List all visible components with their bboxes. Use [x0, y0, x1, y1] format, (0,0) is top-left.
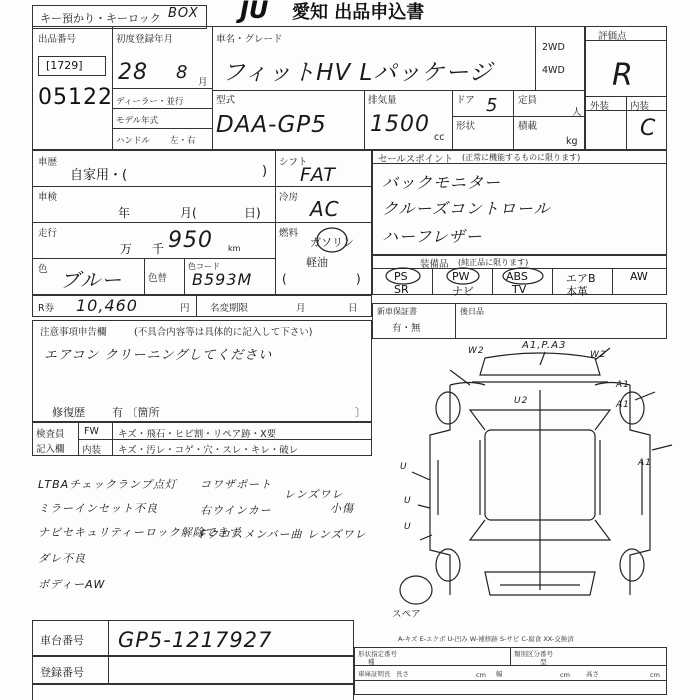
model-value: DAA-GP5	[216, 112, 327, 138]
sales-point-item: クルーズコントロール	[382, 199, 551, 218]
fuel-gas: ガソリン	[310, 236, 354, 249]
remark: 右ウインカー	[200, 504, 272, 517]
color-label: 色	[38, 264, 48, 275]
mileage-label: 走行	[38, 228, 58, 239]
capacity-label: 定員	[518, 95, 538, 106]
name-grade-value: フィットHV Lパッケージ	[222, 60, 493, 86]
spare-label: スペア	[392, 609, 421, 620]
first-reg-year: 28	[118, 60, 148, 85]
recycle-value: 10,460	[76, 296, 138, 315]
warranty-label: 新車保証書	[377, 307, 417, 316]
remark: ナビセキュリティーロック解除できず	[38, 526, 241, 539]
listing-number: 05122	[38, 85, 113, 110]
auction-sheet: キー預かり・キーロック BOX JU 愛知 出品申込書 出品番号 [1729] 05122 初度登録年月 28 8 月 ディーラー・並行 モデル年式 ハンドル 左・右 車名・グレード フィットHV Lパッケージ 2WD 4WD 型式 DAA-GP5 排気量 1500 cc ドア 5 定員 人 形状 積載 kg 評価点 R 外装 内装 C 車歴 自家用・( ) 車検 年 月( 日) 走行 万 千 950 km 色 ブルー 色替 色コード B593M シフト FAT 冷房 AC 燃料 ガソリン 軽油 ( ) セールスポイント (正常に機能するものに限ります) バックモニター クルーズコントロール ハーフレザー 装備品 (純正品に限ります) PS PW ABS エアB AW SR ナビ TV 本革 R券 10,460 円 名変期限 月 日 新車保証書 有・無 後日品 注意事項申告欄 (不具合内容等は具体的に記入して下さい) エアコン クリーニングしてください 修復歴 有 〔箇所 〕 検査員 記入欄 FW キズ・飛石・ヒビ割・リペア跡・X要 内装 キズ・汚レ・コゲ・穴・スレ・キレ・破レ LTBAチェックランプ点灯 ミラーインセット不良 ナビセキュリティーロック解除できず ダレ不良 ボディーAW コワザポート 右ウインカー レンズワレ Fクロスメンバー曲 レンズワレ 小傷 A1,P.A3 W2 U2 W2 A1 A1 U U U A1 スペア A-キズ E-エクボ U-凹み W-補修跡 S-サビ C-腐食 XX-交換済 車台番号 GP5-1217927 登録番号 形状指定番号 種 類別区分番号 型 車庫証明長 長さ cm 幅 cm 高さ cm	[0, 0, 700, 700]
ext-label: 外装	[590, 101, 610, 112]
fuel-label: 燃料	[279, 228, 299, 239]
history-label: 車歴	[38, 157, 58, 168]
height-label: 高さ	[586, 670, 599, 678]
length-label: 長さ	[396, 670, 409, 678]
remark: ミラーインセット不良	[38, 502, 158, 515]
history-value: 自家用・(	[70, 168, 128, 183]
recycle-label: R券	[38, 303, 55, 314]
reg-no-label: 登録番号	[40, 666, 84, 679]
chassis-label: 車台番号	[40, 634, 84, 647]
width-unit: cm	[560, 671, 570, 679]
registration-month: 月	[296, 303, 306, 314]
inspection-month: 月(	[180, 206, 197, 220]
chassis-value: GP5-1217927	[118, 628, 273, 652]
interior-label: 内装	[82, 445, 102, 456]
remark: ボディーAW	[38, 578, 106, 591]
diagram-mark: U	[404, 496, 412, 506]
fw-label: FW	[84, 426, 99, 437]
dealer-label: ディーラー・並行	[116, 97, 184, 107]
length-unit: cm	[476, 671, 486, 679]
checker-entry-label: 記入欄	[36, 444, 65, 455]
notes-handwritten: エアコン クリーニングしてください	[44, 348, 273, 363]
car-diagram	[390, 340, 690, 620]
doors-label: ドア	[456, 95, 475, 106]
name-grade-label: 車名・グレード	[216, 34, 283, 45]
mileage-man: 万	[120, 242, 133, 256]
equipment-label: 装備品	[420, 259, 449, 270]
int-grade: C	[640, 116, 657, 141]
history-close: )	[262, 164, 268, 179]
sales-point-note: (正常に機能するものに限ります)	[462, 153, 581, 162]
registration-day: 日	[348, 303, 358, 314]
first-reg-label: 初度登録年月	[116, 34, 174, 45]
mileage-value: 950	[168, 228, 213, 253]
inspection-year: 年	[118, 206, 131, 220]
diagram-mark: U	[404, 522, 412, 532]
mileage-sen: 千	[152, 242, 165, 256]
remark: ダレ不良	[38, 552, 86, 565]
sales-point-item: バックモニター	[382, 173, 502, 192]
remark: レンズワレ	[284, 488, 344, 501]
color-code: B593M	[192, 270, 253, 289]
diagram-mark: A1	[616, 380, 630, 390]
repair-value: 有 〔箇所	[112, 406, 160, 419]
modified-label: 形状指定番号	[358, 650, 397, 658]
cooling-value: AC	[310, 197, 340, 221]
equip-leather: 本革	[566, 285, 588, 298]
type-label: 類別区分番号	[514, 650, 553, 658]
color-code-label: 色コード	[188, 262, 220, 271]
equip-pw: PW	[452, 270, 470, 283]
shift-label: シフト	[279, 157, 308, 168]
equip-abs: ABS	[506, 270, 528, 283]
drive-4wd: 4WD	[542, 65, 565, 76]
diagram-mark: U2	[514, 396, 529, 406]
grade-label: 評価点	[598, 31, 627, 42]
remark: Fクロスメンバー曲 レンズワレ	[200, 528, 367, 541]
model-label: 型式	[216, 95, 236, 106]
remark: LTBAチェックランプ点灯	[38, 478, 177, 491]
reg-length-label: 車庫証明長	[358, 670, 391, 678]
diagram-legend: A-キズ E-エクボ U-凹み W-補修跡 S-サビ C-腐食 XX-交換済	[398, 635, 574, 643]
width-label: 幅	[496, 670, 503, 678]
sales-point-label: セールスポイント	[378, 154, 454, 165]
displacement-label: 排気量	[368, 95, 397, 106]
first-reg-month: 8	[176, 62, 189, 83]
equip-sr: SR	[394, 283, 409, 296]
equipment-note: (純正品に限ります)	[458, 258, 529, 267]
interior-items: キズ・汚レ・コゲ・穴・スレ・キレ・破レ	[118, 445, 299, 456]
equip-airbag: エアB	[566, 272, 596, 285]
equip-aw: AW	[630, 270, 648, 283]
model-year-label: モデル年式	[116, 116, 159, 126]
doors-value: 5	[486, 95, 499, 116]
color-value: ブルー	[60, 268, 123, 292]
fw-items: キズ・飛石・ヒビ割・リペア跡・X要	[118, 429, 277, 440]
diagram-mark: A1	[616, 400, 630, 410]
shift-value: FAT	[300, 164, 337, 186]
capacity-unit: 人	[572, 107, 582, 118]
grade-score: R	[612, 58, 634, 93]
repair-label: 修復歴	[52, 406, 85, 419]
inspection-day: 日)	[244, 206, 261, 220]
load-label: 積載	[518, 121, 538, 132]
inspection-label: 車検	[38, 192, 58, 203]
handle-label: ハンドル	[116, 136, 151, 146]
key-label: キー預かり・キーロック	[40, 12, 161, 25]
diagram-top-label: A1,P.A3	[522, 340, 567, 351]
diagram-mark: A1	[638, 458, 652, 468]
mileage-unit: km	[228, 244, 241, 253]
first-reg-month-unit: 月	[198, 77, 208, 88]
int-label: 内装	[630, 101, 650, 112]
key-note: BOX	[168, 6, 199, 21]
load-unit: kg	[566, 136, 578, 147]
listing-label: 出品番号	[38, 34, 77, 45]
shape-label: 形状	[456, 121, 476, 132]
notes-label: 注意事項申告欄	[40, 327, 107, 338]
lane-number: [1729]	[46, 59, 83, 72]
checker-label: 検査員	[36, 429, 65, 440]
diagram-mark: W2	[468, 346, 485, 356]
height-unit: cm	[650, 671, 660, 679]
diagram-mark: W2	[590, 350, 607, 360]
cooling-label: 冷房	[279, 192, 299, 203]
displacement-unit: cc	[434, 132, 445, 143]
diagram-mark: U	[400, 462, 408, 472]
handle-options: 左・右	[170, 136, 196, 146]
cat-label: 型	[540, 658, 547, 666]
kind-label: 種	[368, 658, 375, 666]
warranty-value: 有・無	[392, 323, 421, 334]
equipment-circles	[385, 266, 555, 286]
equip-tv: TV	[512, 283, 527, 296]
repair-close: 〕	[355, 406, 366, 419]
remark: 小傷	[330, 502, 354, 515]
fuel-circle	[315, 225, 349, 255]
notes-sub: (不具合内容等は具体的に記入して下さい)	[134, 327, 313, 338]
ju-logo: JU	[240, 0, 269, 24]
equip-ps: PS	[394, 270, 408, 283]
registration-label: 名変期限	[210, 303, 249, 314]
equip-navi: ナビ	[452, 285, 474, 298]
sheet-title: 愛知 出品申込書	[292, 2, 425, 23]
fuel-diesel: 軽油	[306, 256, 328, 269]
drive-2wd: 2WD	[542, 42, 565, 53]
color-change-label: 色替	[148, 273, 168, 284]
displacement-value: 1500	[370, 112, 430, 137]
remark: コワザポート	[200, 478, 272, 491]
later-items-label: 後日品	[460, 307, 484, 316]
sales-point-item: ハーフレザー	[382, 227, 483, 246]
recycle-unit: 円	[180, 303, 190, 314]
